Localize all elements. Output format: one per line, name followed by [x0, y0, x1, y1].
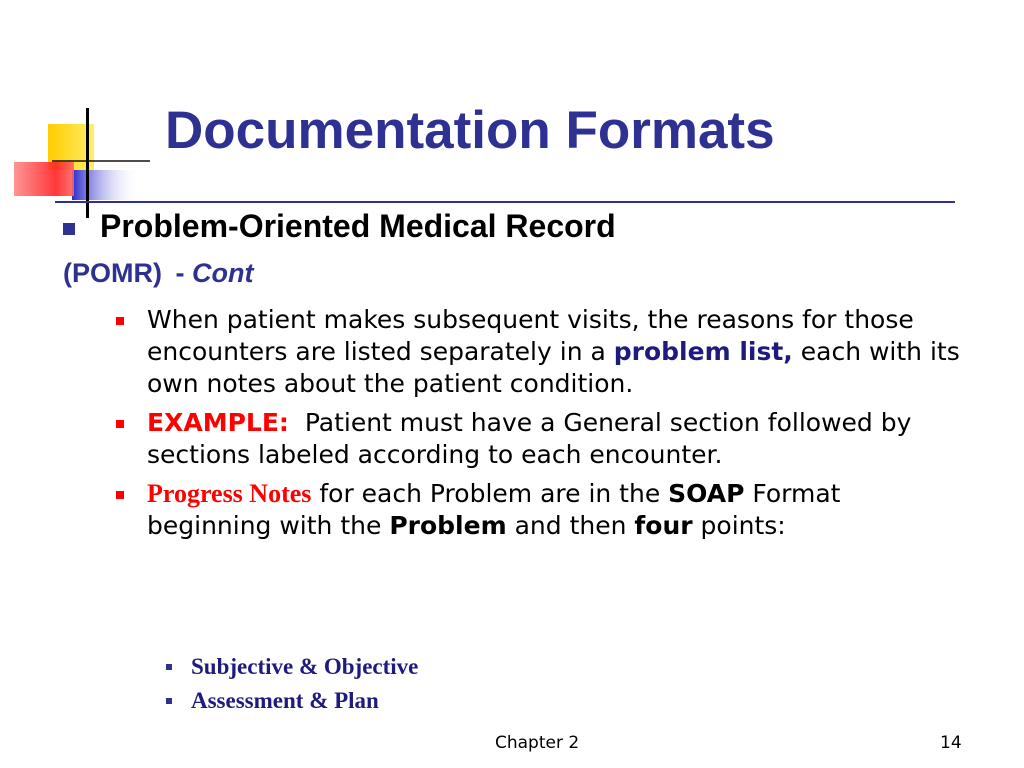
bullet-text: and then	[506, 511, 635, 540]
section-heading: Problem-Oriented Medical Record	[100, 208, 616, 244]
bullet-text: When patient makes subsequent visits, the reasons for those encounters are listed separately in a	[147, 305, 914, 366]
bullet-square	[116, 491, 124, 499]
list-item	[113, 478, 963, 542]
bullet-square	[166, 664, 172, 670]
subheading-dash: -	[175, 258, 185, 288]
bullet-square	[63, 223, 75, 235]
bullet-text: Format beginning with the	[147, 479, 841, 540]
sub-bullet-text: Subjective & Objective	[191, 654, 419, 679]
bullet-list	[113, 304, 963, 549]
example-label: EXAMPLE:	[147, 408, 289, 437]
subheading-cont: Cont	[192, 258, 254, 288]
bullet-text: for each Problem are in the	[311, 479, 669, 508]
title-underline	[55, 201, 955, 203]
sub-list-item	[166, 684, 866, 718]
bullet-text: Patient must have a General section followed by sections labeled according to each encounter.	[147, 408, 920, 469]
bullet-emphasis: four	[634, 511, 693, 540]
decorative-logo-squares	[0, 0, 150, 230]
bullet-square	[166, 698, 172, 704]
bullet-square	[116, 420, 124, 428]
footer-chapter: Chapter 2	[495, 733, 580, 753]
bullet-text: each with its own notes about the patient condition.	[147, 337, 960, 398]
list-item	[113, 407, 963, 471]
sub-list-item	[166, 650, 866, 684]
bullet-emphasis: SOAP	[668, 479, 745, 508]
sub-bullet-list	[166, 650, 866, 718]
progress-notes-label: Progress Notes	[147, 479, 312, 508]
slide-title: Documentation Formats	[165, 101, 775, 160]
bullet-emphasis: problem list,	[613, 337, 793, 366]
list-item	[113, 304, 963, 400]
bullet-emphasis: Problem	[389, 511, 507, 540]
subheading-abbr: (POMR)	[63, 258, 162, 288]
sub-bullet-text: Assessment & Plan	[191, 688, 379, 713]
section-subheading	[63, 255, 254, 291]
bullet-text: points:	[692, 511, 786, 540]
footer-page-number: 14	[940, 733, 962, 753]
bullet-square	[116, 317, 124, 325]
